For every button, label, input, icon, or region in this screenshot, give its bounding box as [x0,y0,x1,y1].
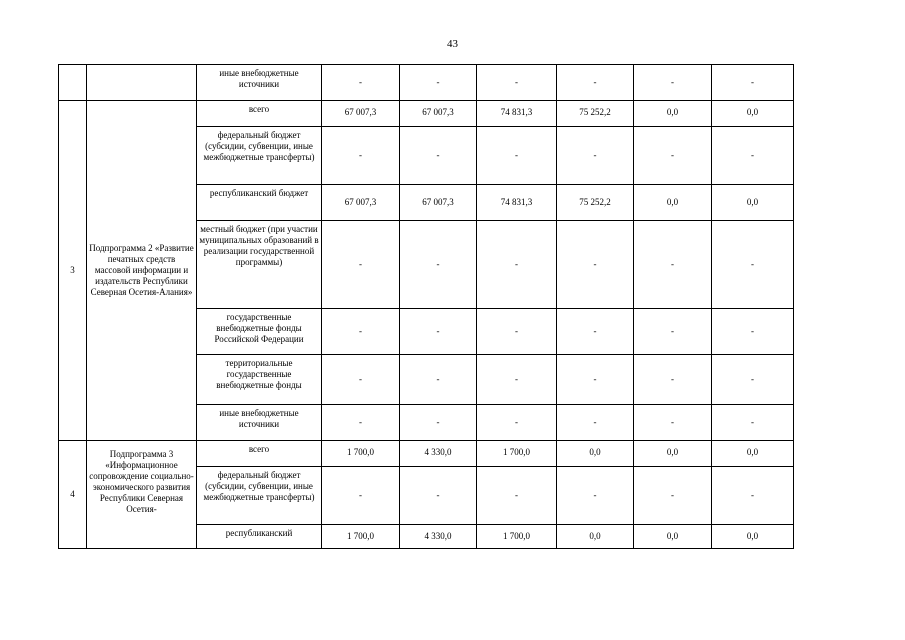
funding-source-cell: федеральный бюджет (субсидии, субвенции, иные межбюджетные трансферты) [197,127,322,185]
value-cell: 1 700,0 [477,525,557,549]
value-cell: - [634,467,712,525]
value-cell: - [557,309,634,355]
value-cell: - [400,355,477,405]
value-cell: - [634,355,712,405]
value-cell: 0,0 [634,101,712,127]
value-cell: - [322,127,400,185]
value-cell: 0,0 [634,185,712,221]
table-row [59,101,794,127]
row-number-cell: 4 [59,441,87,549]
row-number-cell [59,65,87,101]
value-cell: - [712,65,794,101]
value-cell: - [712,355,794,405]
value-cell: - [322,467,400,525]
value-cell: - [712,405,794,441]
page-number: 43 [447,38,458,50]
value-cell: 4 330,0 [400,525,477,549]
value-cell: - [400,65,477,101]
value-cell: 0,0 [557,441,634,467]
value-cell: 0,0 [634,525,712,549]
funding-source-cell: федеральный бюджет (субсидии, субвенции, иные межбюджетные трансферты) [197,467,322,525]
value-cell: - [712,467,794,525]
program-name-cell: Подпрограмма 3 «Информационное сопровождение социально-экономического развития Республики Северная Осетия- [87,441,197,549]
value-cell: - [634,405,712,441]
value-cell: - [322,221,400,309]
value-cell: 1 700,0 [322,525,400,549]
value-cell: - [477,355,557,405]
value-cell: 67 007,3 [322,185,400,221]
value-cell: - [322,309,400,355]
row-number-cell: 3 [59,101,87,441]
funding-source-cell: республиканский [197,525,322,549]
value-cell: 0,0 [634,441,712,467]
value-cell: 0,0 [712,185,794,221]
value-cell: - [634,65,712,101]
value-cell: - [634,221,712,309]
value-cell: - [400,405,477,441]
value-cell: 0,0 [712,101,794,127]
value-cell: 1 700,0 [322,441,400,467]
value-cell: - [557,405,634,441]
table-row [59,65,794,101]
value-cell: - [477,467,557,525]
table-row [59,441,794,467]
value-cell: - [322,405,400,441]
funding-source-cell: иные внебюджетные источники [197,405,322,441]
value-cell: - [557,127,634,185]
value-cell: - [322,355,400,405]
value-cell: - [557,221,634,309]
value-cell: 75 252,2 [557,101,634,127]
value-cell: 67 007,3 [322,101,400,127]
value-cell: - [477,65,557,101]
value-cell: 0,0 [557,525,634,549]
value-cell: 0,0 [712,441,794,467]
budget-table [58,64,794,549]
value-cell: - [477,221,557,309]
value-cell: - [557,355,634,405]
value-cell: - [400,467,477,525]
funding-source-cell: иные внебюджетные источники [197,65,322,101]
funding-source-cell: всего [197,101,322,127]
value-cell: - [712,221,794,309]
value-cell: 1 700,0 [477,441,557,467]
value-cell: - [477,309,557,355]
funding-source-cell: государственные внебюджетные фонды Российской Федерации [197,309,322,355]
value-cell: - [712,309,794,355]
value-cell: 0,0 [712,525,794,549]
value-cell: - [322,65,400,101]
value-cell: - [712,127,794,185]
value-cell: - [557,65,634,101]
value-cell: - [400,127,477,185]
value-cell: 4 330,0 [400,441,477,467]
value-cell: - [634,309,712,355]
value-cell: - [634,127,712,185]
funding-source-cell: территориальные государственные внебюджетные фонды [197,355,322,405]
funding-source-cell: республиканский бюджет [197,185,322,221]
value-cell: 67 007,3 [400,101,477,127]
value-cell: 75 252,2 [557,185,634,221]
value-cell: - [400,309,477,355]
value-cell: - [400,221,477,309]
value-cell: - [477,127,557,185]
program-name-cell: Подпрограмма 2 «Развитие печатных средств массовой информации и издательств Республики Северная Осетия-Алания» [87,101,197,441]
value-cell: - [477,405,557,441]
value-cell: 67 007,3 [400,185,477,221]
program-name-cell [87,65,197,101]
value-cell: - [557,467,634,525]
funding-source-cell: всего [197,441,322,467]
funding-source-cell: местный бюджет (при участии муниципальных образований в реализации государственной программы) [197,221,322,309]
value-cell: 74 831,3 [477,185,557,221]
value-cell: 74 831,3 [477,101,557,127]
